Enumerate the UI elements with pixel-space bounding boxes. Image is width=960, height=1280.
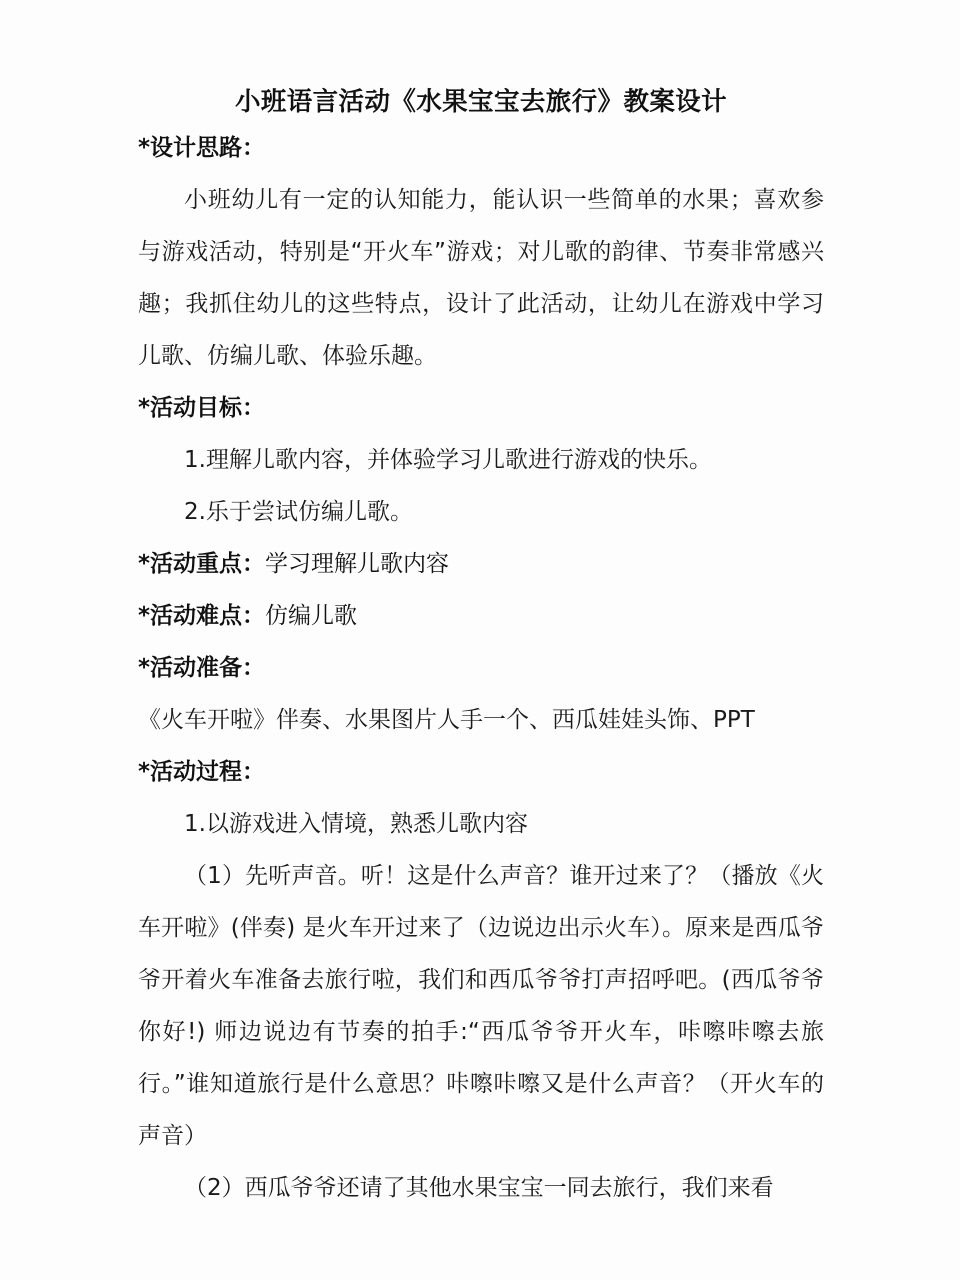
page-title: 小班语言活动《水果宝宝去旅行》教案设计 [234, 87, 728, 117]
objective-item-1: 1.理解儿歌内容，并体验学习儿歌进行游戏的快乐。 [184, 447, 712, 473]
section-heading-difficulty [138, 590, 824, 642]
process-step-1-item-b: （2）西瓜爷爷还请了其他水果宝宝一同去旅行，我们来看 [184, 1175, 774, 1201]
section-heading-preparation: *活动准备： [138, 655, 266, 681]
section-heading-objectives: *活动目标： [138, 395, 266, 421]
section-heading-key-point [138, 538, 824, 590]
key-point-label: *活动重点： [138, 551, 266, 577]
section-heading-design-idea: *设计思路： [138, 135, 266, 161]
key-point-value: 学习理解儿歌内容 [265, 551, 450, 577]
process-step-1: 1.以游戏进入情境，熟悉儿歌内容 [184, 811, 528, 837]
objective-item-2: 2.乐于尝试仿编儿歌。 [184, 499, 413, 525]
paragraph-design-idea: 小班幼儿有一定的认知能力，能认识一些简单的水果；喜欢参与游戏活动，特别是“开火车”游戏；对儿歌的韵律、节奏非常感兴趣；我抓住幼儿的这些特点，设计了此活动，让幼儿在游戏中学习儿歌、仿编儿歌、体验乐趣。 [138, 187, 824, 369]
document-body [138, 0, 824, 1214]
process-step-1-item-a: （1）先听声音。听！这是什么声音？谁开过来了？（播放《火车开啦》(伴奏) 是火车开过来了（边说边出示火车）。原来是西瓜爷爷开着火车准备去旅行啦，我们和西瓜爷爷打声招呼吧。(西瓜爷爷你好!) 师边说边有节奏的拍手:“西瓜爷爷开火车，咔嚓咔嚓去旅行。”谁知道旅行是什么意思？咔嚓咔嚓又是什么声音？（开火车的声音） [138, 863, 824, 1149]
paragraph-preparation: 《火车开啦》伴奏、水果图片人手一个、西瓜娃娃头饰、PPT [138, 707, 755, 733]
difficulty-label: *活动难点： [138, 603, 266, 629]
difficulty-value: 仿编儿歌 [265, 603, 358, 629]
section-heading-process: *活动过程： [138, 759, 266, 785]
